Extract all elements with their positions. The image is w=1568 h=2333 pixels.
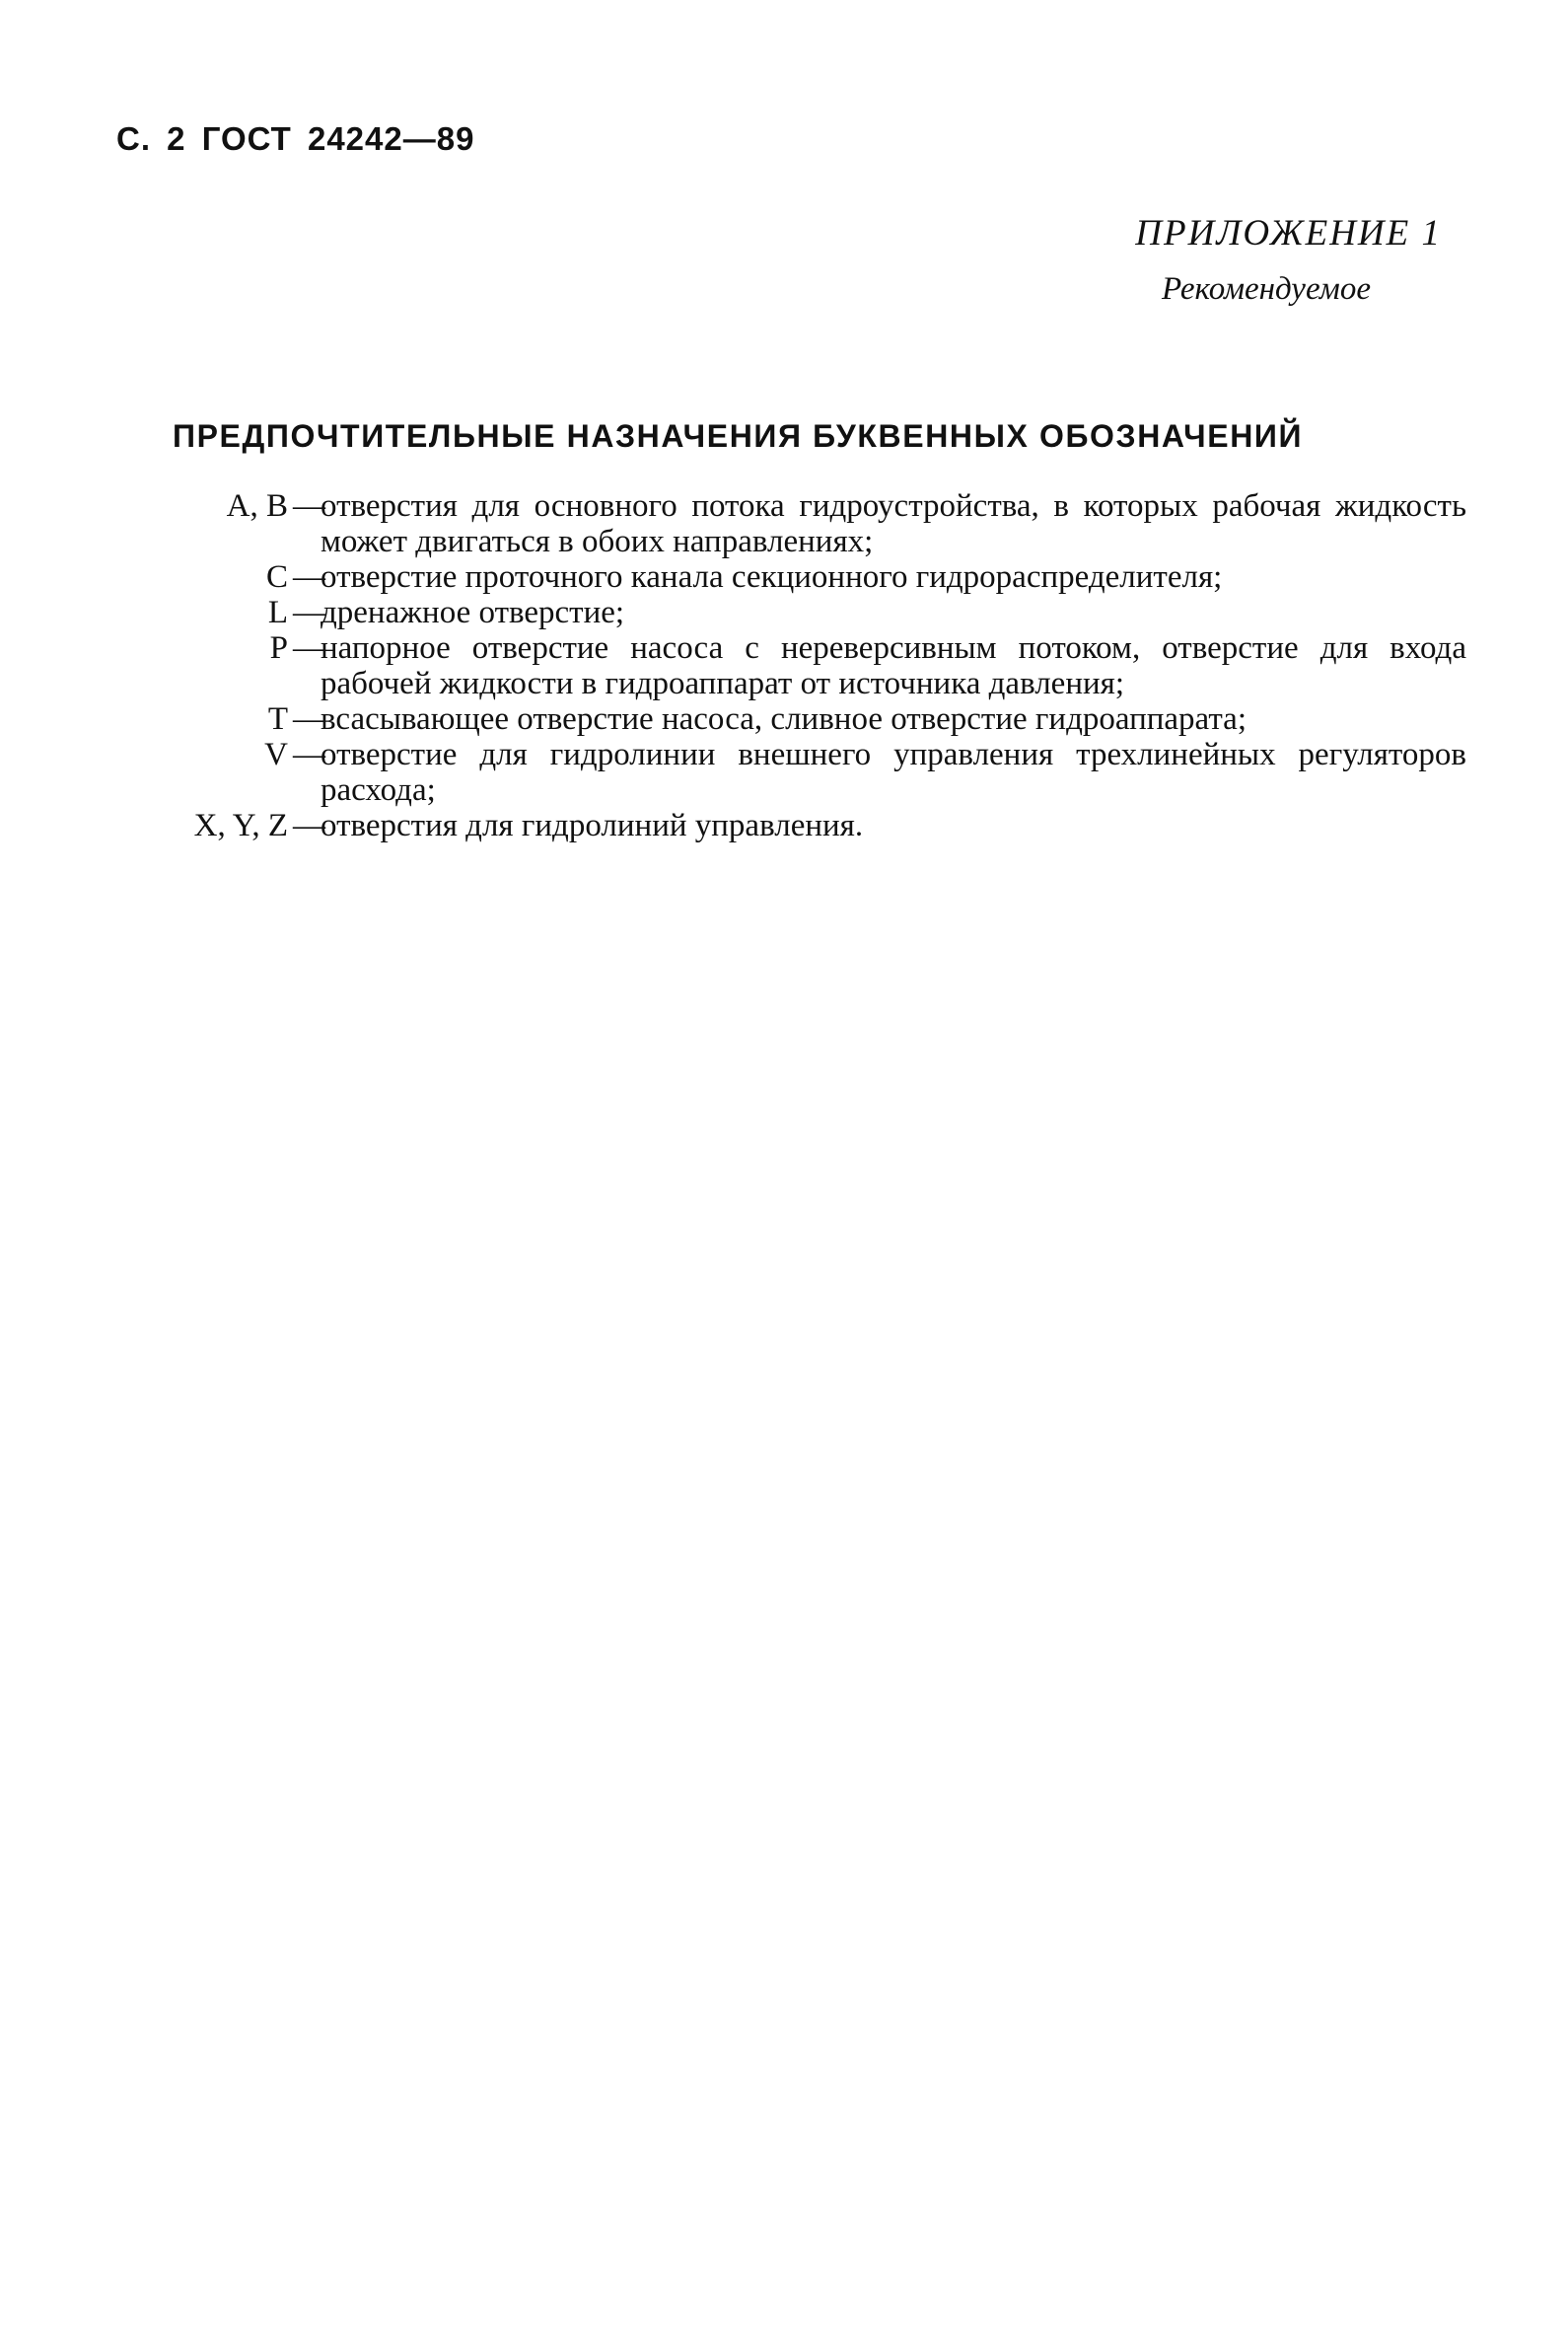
definition-item xyxy=(0,737,1568,808)
definition-term: Т xyxy=(267,701,288,737)
definition-item xyxy=(0,808,1568,843)
definition-text: дренажное отверстие; xyxy=(321,595,625,630)
definition-dash: — xyxy=(293,595,325,630)
definition-item xyxy=(0,701,1568,737)
definition-term: С xyxy=(265,559,288,595)
definition-item xyxy=(0,595,1568,630)
section-heading: ПРЕДПОЧТИТЕЛЬНЫЕ НАЗНАЧЕНИЯ БУКВЕННЫХ ОБОЗНАЧЕНИЙ xyxy=(173,418,1304,454)
definition-item xyxy=(0,488,1568,559)
definition-text: напорное отверстие насоса с нереверсивным потоком, отверстие для входа рабочей жидкости в гидроаппарат от источника давления; xyxy=(321,630,1466,701)
appendix-status: Рекомендуемое xyxy=(1161,271,1371,307)
appendix-title: ПРИЛОЖЕНИЕ 1 xyxy=(1135,213,1442,254)
definition-text: отверстие проточного канала секционного гидрораспределителя; xyxy=(321,559,1223,595)
page-header: С. 2 ГОСТ 24242—89 xyxy=(116,120,475,157)
definition-term: X, Y, Z xyxy=(193,808,288,843)
definition-term: V xyxy=(264,737,288,772)
definitions-list xyxy=(0,488,1568,843)
definition-term: А, В xyxy=(226,488,288,524)
definition-dash: — xyxy=(293,808,325,843)
definition-text: отверстие для гидролинии внешнего управления трехлинейных регуляторов расхода; xyxy=(321,737,1466,808)
definition-term: L xyxy=(267,595,288,630)
definition-text: отверстия для основного потока гидроустройства, в которых рабочая жидкость может двигаться в обоих направлениях; xyxy=(321,488,1466,559)
definition-dash: — xyxy=(293,488,325,524)
definition-dash: — xyxy=(293,737,325,772)
definition-dash: — xyxy=(293,559,325,595)
definition-text: всасывающее отверстие насоса, сливное отверстие гидроаппарата; xyxy=(321,701,1247,737)
definition-item xyxy=(0,559,1568,595)
definition-text: отверстия для гидролиний управления. xyxy=(321,808,864,843)
definition-dash: — xyxy=(293,701,325,737)
definition-term: Р xyxy=(269,630,288,666)
definition-item xyxy=(0,630,1568,701)
definition-dash: — xyxy=(293,630,325,666)
